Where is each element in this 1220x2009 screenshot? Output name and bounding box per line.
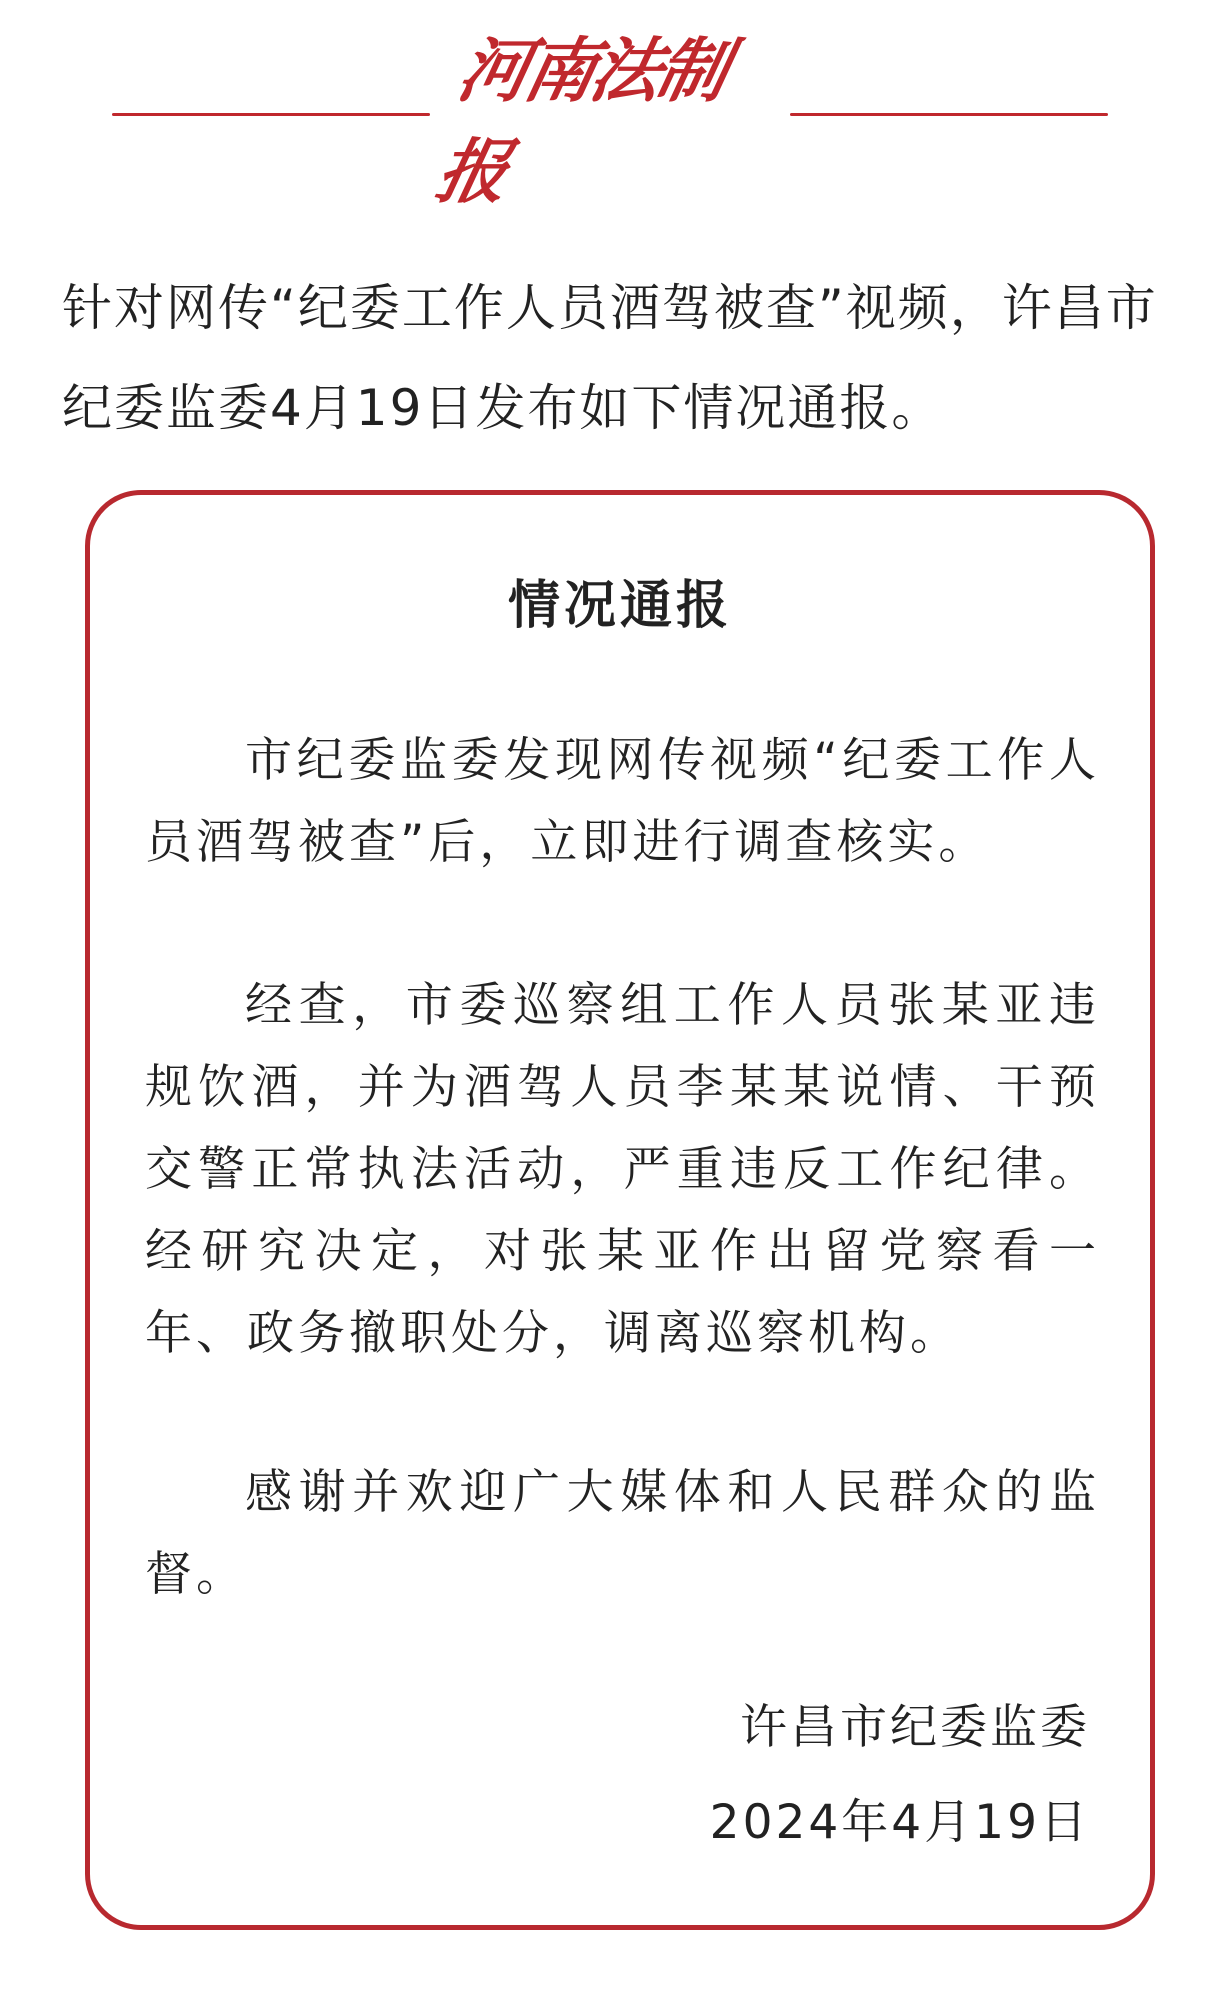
newspaper-logo — [429, 29, 770, 213]
newspaper-logo-text: 河南法制报 — [429, 29, 733, 213]
notice-signature — [710, 1680, 1090, 1870]
masthead — [0, 29, 1220, 213]
notice-box — [85, 490, 1155, 1930]
signature-org: 许昌市纪委监委 — [740, 1700, 1090, 1755]
masthead-rule-right — [790, 113, 1108, 116]
notice-paragraph-1: 市纪委监委发现网传视频“纪委工作人员酒驾被查”后，立即进行调查核实。 — [145, 733, 1100, 870]
notice-paragraph-3: 感谢并欢迎广大媒体和人民群众的监督。 — [145, 1465, 1100, 1602]
masthead-rule-left — [112, 113, 430, 116]
signature-date: 2024年4月19日 — [709, 1795, 1090, 1850]
notice-paragraph-2: 经查，市委巡察组工作人员张某亚违规饮酒，并为酒驾人员李某某说情、干预交警正常执法活动，严重违反工作纪律。经研究决定，对张某亚作出留党察看一年、政务撤职处分，调离巡察机构。 — [145, 978, 1100, 1361]
notice-title: 情况通报 — [507, 576, 732, 636]
intro-text: 针对网传“纪委工作人员酒驾被查”视频，许昌市纪委监委4月19日发布如下情况通报。 — [62, 279, 1158, 437]
